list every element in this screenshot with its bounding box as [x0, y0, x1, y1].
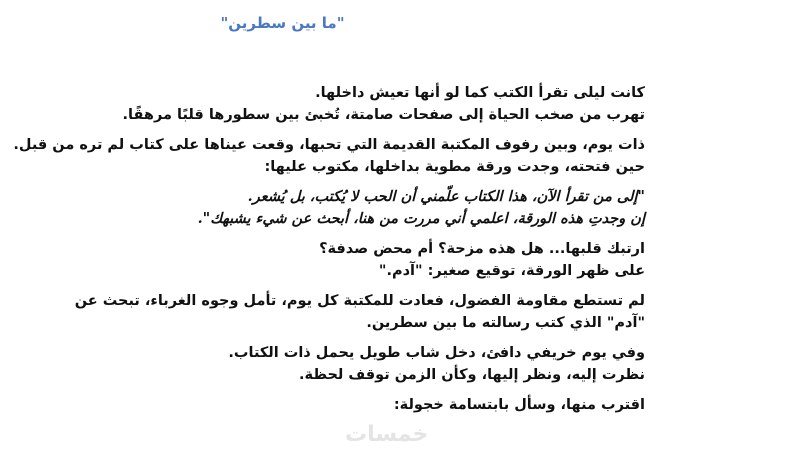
- paragraph-line: على ظهر الورقة، توقيع صغير: "آدم.": [378, 263, 645, 279]
- paragraph-5: [40, 290, 645, 334]
- paragraph-6: [40, 342, 645, 386]
- paragraph-line: ارتبك قلبها... هل هذه مزحة؟ أم محض صدفة؟: [319, 241, 645, 257]
- document-title: "ما بين سطرين": [220, 14, 345, 32]
- paragraph-line: حين فتحته، وجدت ورقة مطوية بداخلها، مكتوب عليها:: [264, 159, 645, 175]
- paragraph-line: لم تستطع مقاومة الفضول، فعادت للمكتبة كل يوم، تأمل وجوه الغرباء، تبحث عن "آدم" الذي كتب رسالته ما بين سطرين.: [74, 293, 645, 331]
- paragraph-line: ذات يوم، وبين رفوف المكتبة القديمة التي تحبها، وقعت عيناها على كتاب لم تره من قبل.: [13, 137, 645, 153]
- paragraph-7: [40, 394, 645, 416]
- quoted-note: [40, 186, 645, 230]
- paragraph-line: نظرت إليه، ونظر إليها، وكأن الزمن توقف لحظة.: [299, 367, 645, 383]
- paragraph-4: [40, 238, 645, 282]
- quote-line: "إلى من تقرأ الآن، هذا الكتاب علّمني أن الحب لا يُكتب، بل يُشعر.: [247, 188, 645, 205]
- paragraph-2: [13, 134, 645, 178]
- paragraph-line: تهرب من صخب الحياة إلى صفحات صامتة، تُخبئ بين سطورها قلبًا مرهقًا.: [122, 107, 645, 123]
- paragraph-line: وفي يوم خريفي دافئ، دخل شاب طويل يحمل ذات الكتاب.: [228, 345, 645, 361]
- paragraph-line: كانت ليلى تقرأ الكتب كما لو أنها تعيش داخلها.: [315, 85, 645, 101]
- watermark-logo: خمسات: [345, 422, 429, 447]
- paragraph-line: اقترب منها، وسأل بابتسامة خجولة:: [393, 397, 645, 413]
- paragraph-1: [40, 82, 645, 126]
- quote-line: إن وجدتِ هذه الورقة، اعلمي أني مررت من هنا، أبحث عن شيء يشبهك".: [197, 210, 645, 227]
